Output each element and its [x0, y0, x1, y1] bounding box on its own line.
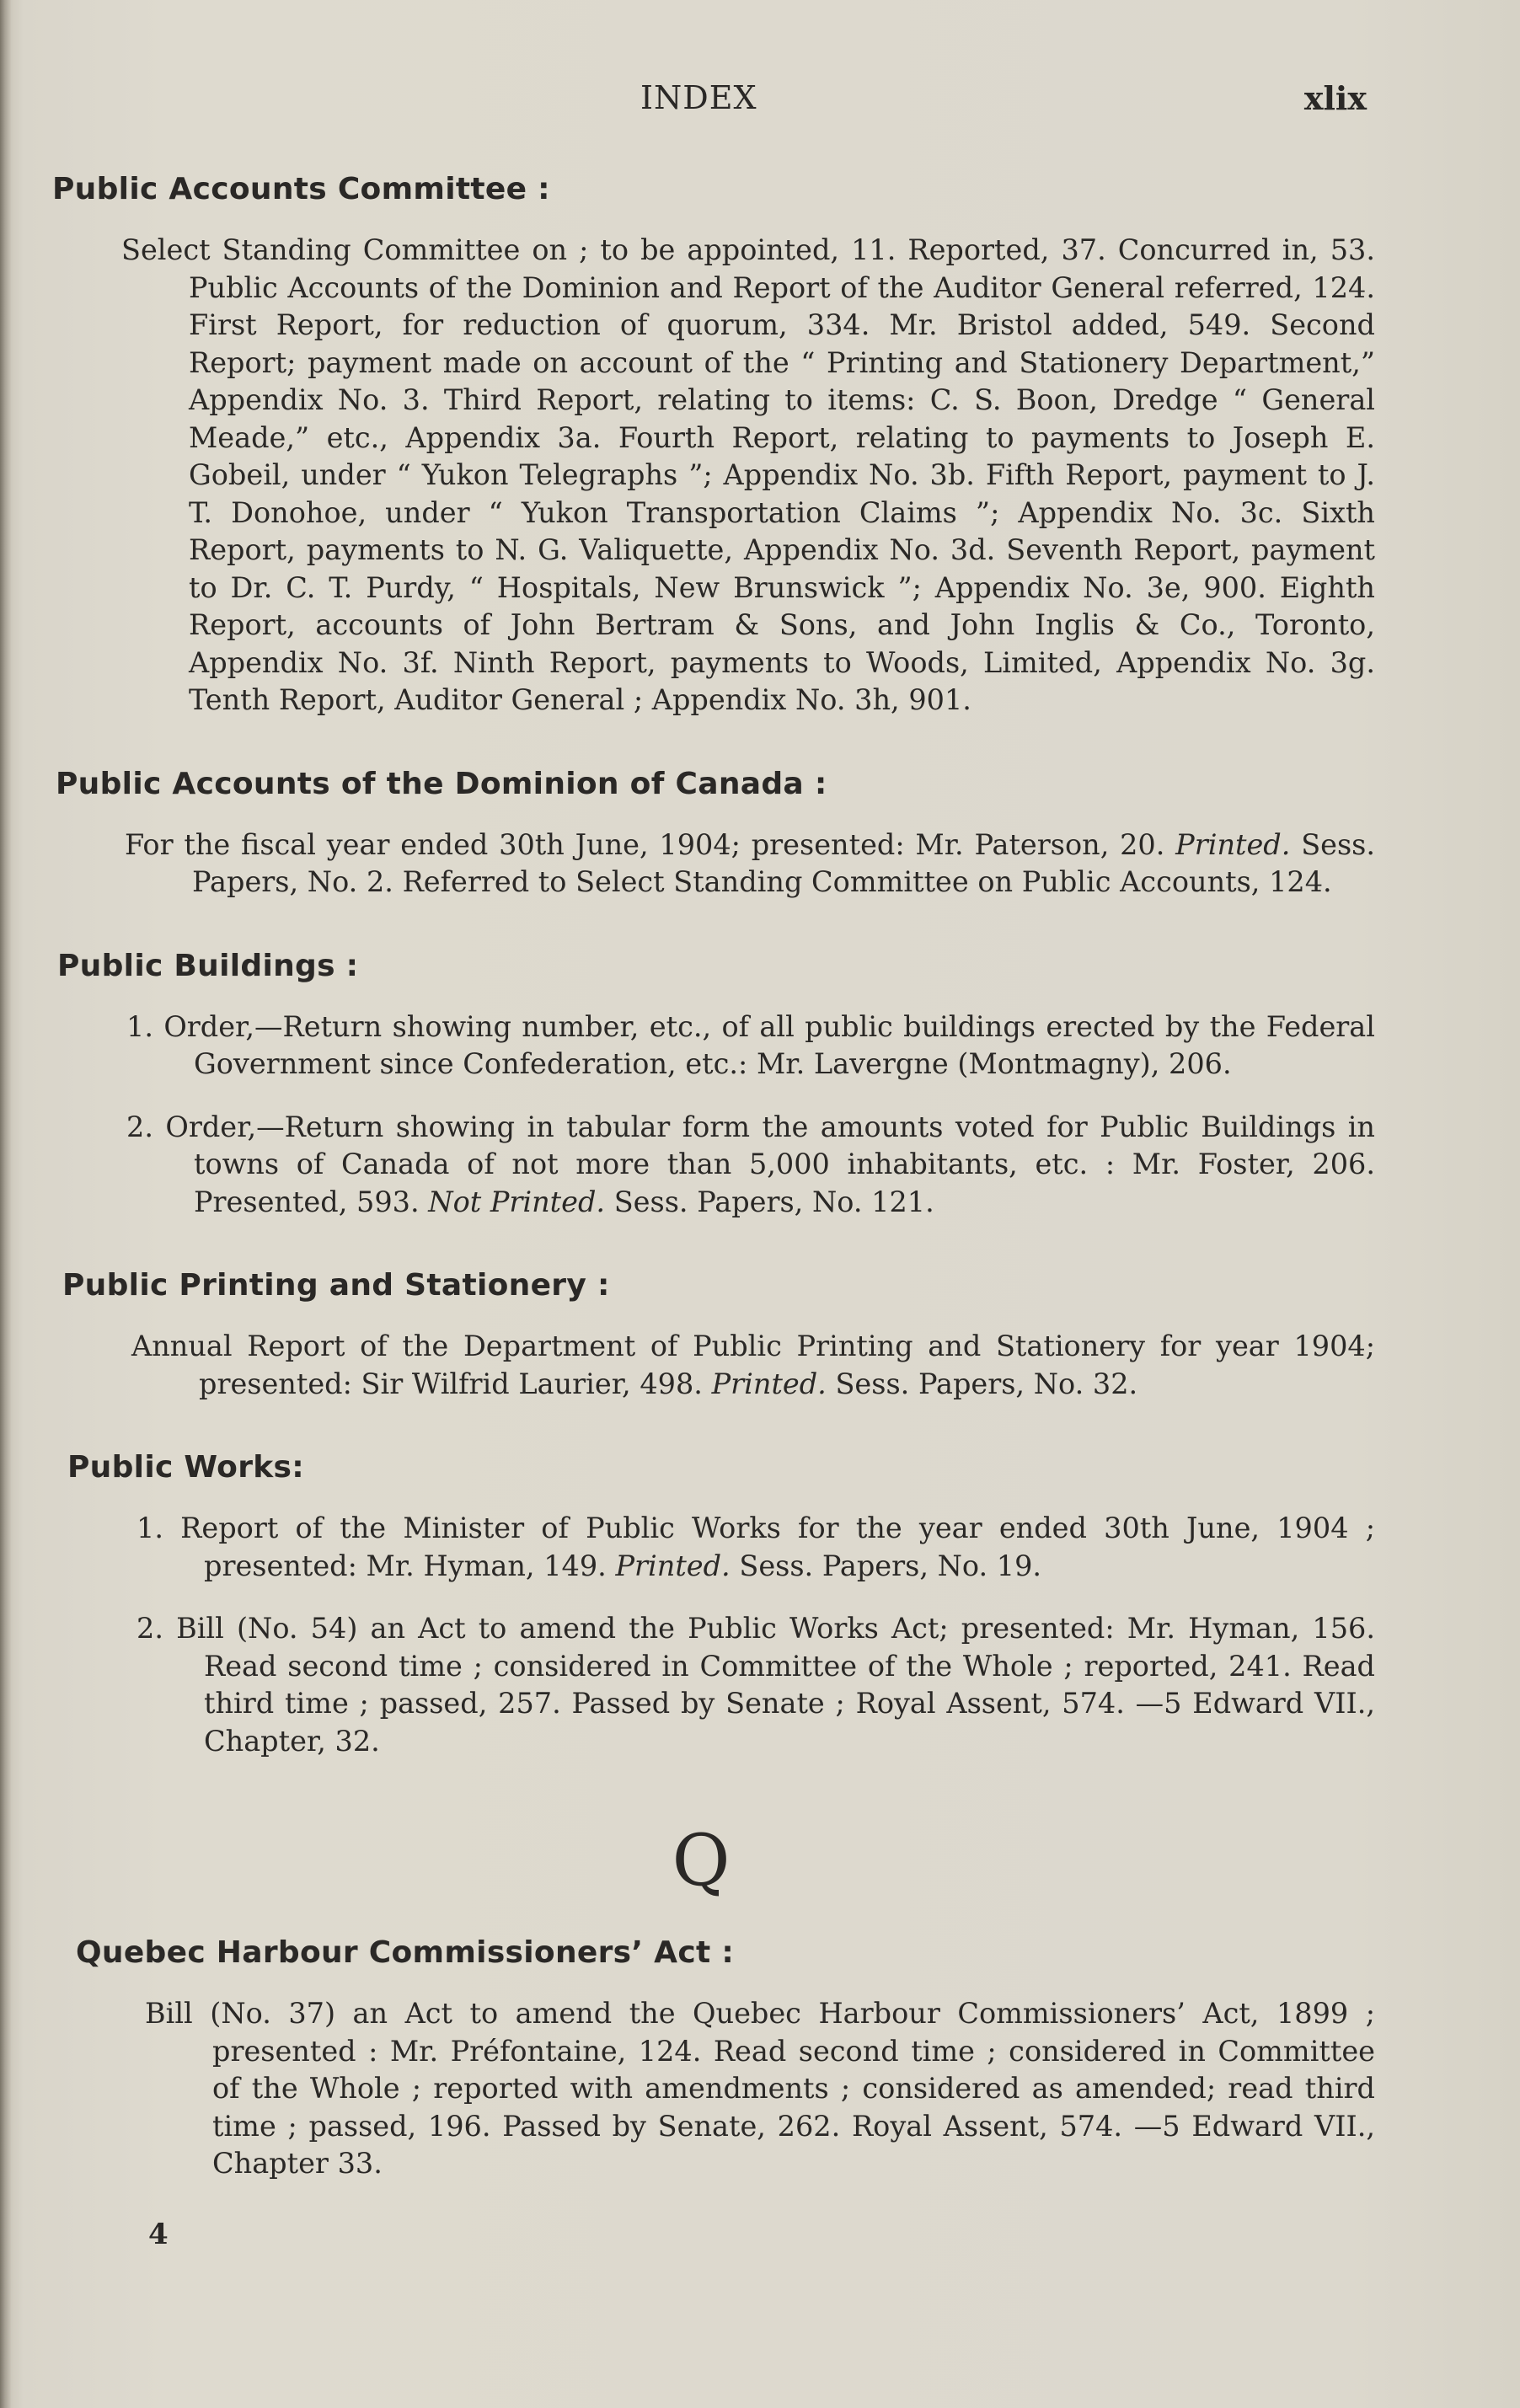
page-number: xlix	[1303, 79, 1367, 117]
running-head-title: INDEX	[640, 79, 757, 116]
entry-status: Not Printed.	[428, 1185, 606, 1218]
entry-text: Bill (No. 37) an Act to amend the Quebec Harbour Commissioners’ Act, 1899 ; presented : Mr. Préfontaine, 124. Read second time ; considered in Committee of the Whole ; reported with amendments ; considered as amended; read third time ; passed, 196. Passed by Senate, 262. Royal Assent, 574. —5 Edward VII., Chapter 33.	[145, 1997, 1375, 2180]
entry-status: Printed.	[615, 1549, 731, 1582]
index-entry	[57, 1009, 1375, 1084]
section-heading: Public Buildings :	[57, 948, 359, 983]
index-entry	[52, 232, 1375, 720]
index-entry	[57, 1109, 1375, 1222]
signature-mark: 4	[148, 2218, 169, 2251]
index-section	[56, 767, 1375, 902]
entry-text: 2. Order,—Return showing in tabular form the amounts voted for Public Buildings in towns of Canada of not more than 5,000 inhabitants, etc. : Mr. Foster, 206. Presented, 593.	[126, 1110, 1375, 1218]
section-heading: Public Accounts of the Dominion of Canada :	[56, 766, 827, 801]
entry-tail: Sess. Papers, No. 19.	[739, 1549, 1042, 1582]
entry-text: 1. Report of the Minister of Public Works for the year ended 30th June, 1904 ; presented: Mr. Hyman, 149.	[136, 1512, 1375, 1582]
section-heading: Public Accounts Committee :	[52, 172, 550, 206]
index-content	[52, 172, 1375, 2230]
letter-divider: Q	[672, 1819, 731, 1902]
index-section	[62, 1268, 1375, 1403]
entry-text: Annual Report of the Department of Public Printing and Stationery for year 1904; presented: Sir Wilfrid Laurier, 498.	[131, 1330, 1375, 1400]
entry-tail: Sess. Papers, No. 32.	[835, 1367, 1138, 1400]
index-section	[52, 172, 1375, 720]
entry-status: Printed.	[711, 1367, 827, 1400]
index-entry	[76, 1995, 1375, 2183]
entry-text: 2. Bill (No. 54) an Act to amend the Public Works Act; presented: Mr. Hyman, 156. Read second time ; considered in Committee of the Whole ; reported, 241. Read third time ; passed, 257. Passed by Senate ; Royal Assent, 574. —5 Edward VII., Chapter, 32.	[136, 1612, 1375, 1758]
index-entry	[62, 1328, 1375, 1403]
index-entry	[67, 1510, 1375, 1585]
index-section	[57, 949, 1375, 1222]
section-heading: Quebec Harbour Commissioners’ Act :	[76, 1935, 735, 1970]
index-entry	[67, 1610, 1375, 1760]
entry-tail: Sess. Papers, No. 2. Referred to Select Standing Committee on Public Accounts, 124.	[192, 827, 1375, 898]
running-head	[0, 74, 1520, 125]
entry-text: For the fiscal year ended 30th June, 1904; presented: Mr. Paterson, 20.	[125, 827, 1165, 861]
entry-text: Select Standing Committee on ; to be appointed, 11. Reported, 37. Concurred in, 53. Public Accounts of the Dominion and Report of the Auditor General referred, 124. First Report, for reduction of quorum, 334. Mr. Bristol added, 549. Second Report; payment made on account of the “ Printing and Stationery Department,” Appendix No. 3. Third Report, relating to items: C. S. Boon, Dredge “ General Meade,” etc., Appendix 3a. Fourth Report, relating to payments to Joseph E. Gobeil, under “ Yukon Telegraphs ”; Appendix No. 3b. Fifth Report, payment to J. T. Donohoe, under “ Yukon Transportation Claims ”; Appendix No. 3c. Sixth Report, payments to N. G. Valiquette, Appendix No. 3d. Seventh Report, payment to Dr. C. T. Purdy, “ Hospitals, New Brunswick ”; Appendix No. 3e, 900. Eighth Report, accounts of John Bertram & Sons, and John Inglis & Co., Toronto, Appendix No. 3f. Ninth Report, payments to Woods, Limited, Appendix No. 3g. Tenth Report, Auditor General ; Appendix No. 3h, 901.	[121, 233, 1375, 716]
entry-tail: Sess. Papers, No. 121.	[613, 1185, 934, 1218]
entry-text: 1. Order,—Return showing number, etc., of all public buildings erected by the Federal Government since Confederation, etc.: Mr. Lavergne (Montmagny), 206.	[126, 1009, 1375, 1080]
index-section	[76, 1935, 1375, 2183]
index-entry	[56, 827, 1375, 902]
entry-status: Printed.	[1175, 827, 1291, 861]
section-heading: Public Printing and Stationery :	[62, 1268, 610, 1303]
index-section	[67, 1450, 1375, 1760]
section-heading: Public Works:	[67, 1450, 304, 1485]
